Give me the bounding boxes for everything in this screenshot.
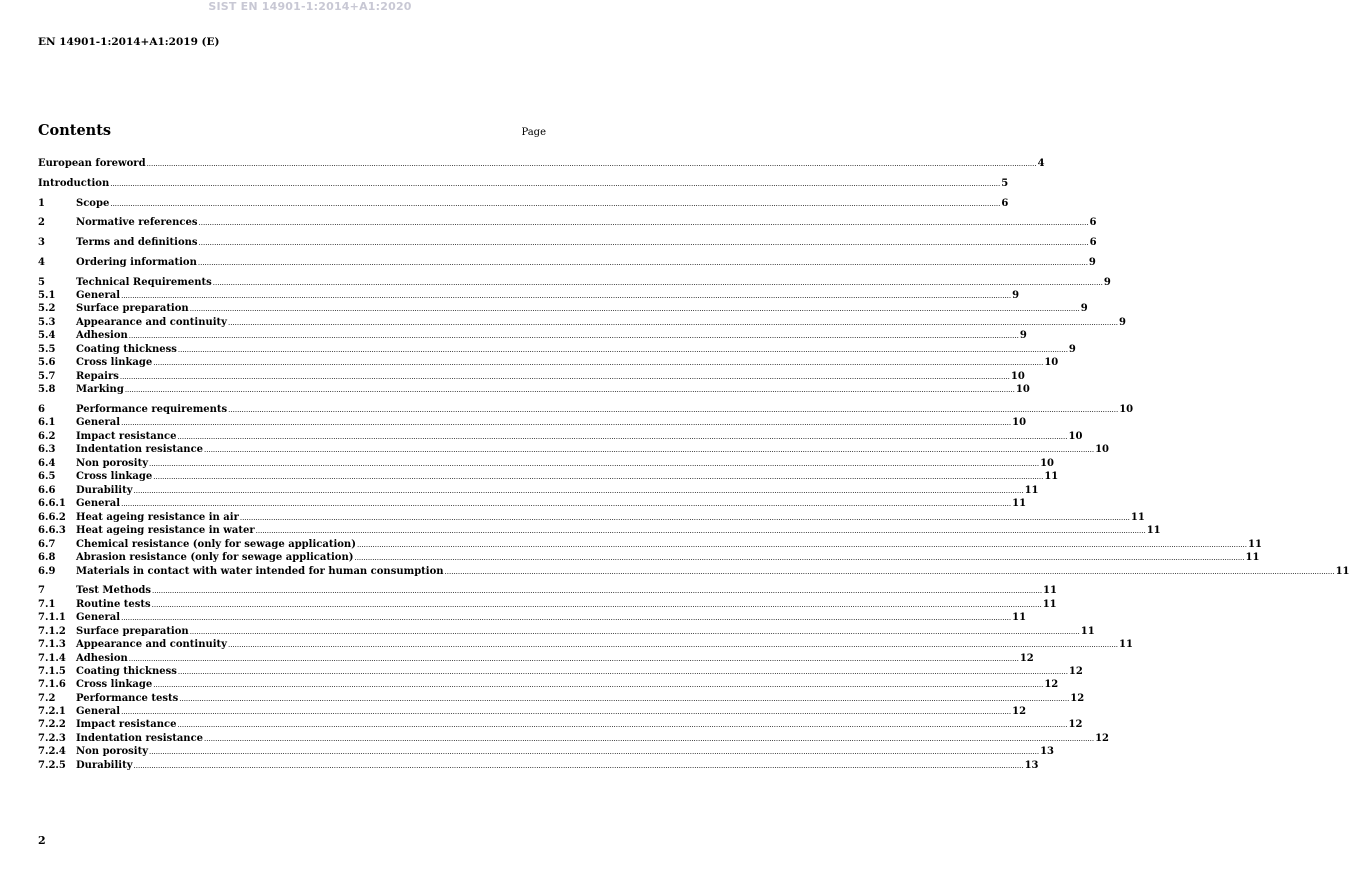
toc-entry[interactable] — [38, 524, 1161, 537]
toc-entry-page: 9 — [1103, 277, 1111, 288]
toc-entry[interactable] — [38, 302, 1088, 315]
toc-entry[interactable] — [38, 256, 1096, 269]
toc-entry-title: Appearance and continuity — [76, 317, 227, 328]
toc-entry-page: 11 — [1146, 525, 1161, 536]
toc-entry[interactable] — [38, 511, 1145, 524]
toc-entry-page: 10 — [1044, 357, 1059, 368]
toc-entry[interactable] — [38, 611, 1027, 624]
toc-leader-dots: ................................................................................................................................................................................................................................................................................................................................................................................................................ — [151, 601, 1042, 609]
toc-entry-page: 10 — [1015, 384, 1030, 395]
toc-entry-page: 9 — [1080, 303, 1088, 314]
toc-leader-dots: ................................................................................................................................................................................................................................................................................................................................................................................................................ — [121, 292, 1012, 300]
toc-entry[interactable] — [38, 598, 1057, 611]
watermark: SIST EN 14901-1:2014+A1:2020 — [208, 0, 412, 13]
toc-entry-page: 12 — [1019, 653, 1034, 664]
toc-entry-number: 6.6 — [38, 485, 56, 496]
toc-leader-dots: ................................................................................................................................................................................................................................................................................................................................................................................................................ — [177, 433, 1068, 441]
toc-leader-dots: ................................................................................................................................................................................................................................................................................................................................................................................................................ — [149, 748, 1040, 756]
toc-entry-number: 5.2 — [38, 303, 56, 314]
toc-leader-dots: ................................................................................................................................................................................................................................................................................................................................................................................................................ — [444, 568, 1335, 576]
toc-leader-dots: ................................................................................................................................................................................................................................................................................................................................................................................................................ — [119, 373, 1010, 381]
toc-entry-title: General — [76, 290, 121, 301]
toc-entry-number: 6.9 — [38, 566, 56, 577]
toc-entry-page: 12 — [1095, 733, 1109, 744]
toc-entry-page: 9 — [1088, 257, 1096, 268]
toc-entry-title: Ordering information — [76, 257, 197, 268]
toc-entry-number: 7.1.4 — [38, 653, 66, 664]
toc-entry[interactable] — [38, 157, 1045, 170]
toc-entry[interactable] — [38, 538, 1262, 551]
toc-entry-number: 6.1 — [38, 417, 56, 428]
toc-entry-number: 4 — [38, 257, 45, 268]
toc-entry-title: Normative references — [76, 217, 198, 228]
toc-entry-number: 5.4 — [38, 330, 56, 341]
toc-entry-page: 11 — [1024, 485, 1039, 496]
toc-leader-dots: ................................................................................................................................................................................................................................................................................................................................................................................................................ — [128, 332, 1019, 340]
toc-leader-dots: ................................................................................................................................................................................................................................................................................................................................................................................................................ — [204, 735, 1095, 743]
toc-entry-title: Surface preparation — [76, 626, 189, 637]
toc-entry-title: Performance tests — [76, 693, 179, 704]
page-number: 2 — [38, 834, 46, 847]
toc-entry-number: 7.1.3 — [38, 639, 66, 650]
toc-entry-page: 10 — [1095, 444, 1109, 455]
toc-entry-title: Adhesion — [76, 330, 128, 341]
toc-leader-dots: ................................................................................................................................................................................................................................................................................................................................................................................................................ — [128, 655, 1019, 663]
toc-entry-title: Materials in contact with water intended for human consumption — [76, 566, 444, 577]
toc-leader-dots: ................................................................................................................................................................................................................................................................................................................................................................................................................ — [228, 406, 1119, 414]
toc-leader-dots: ................................................................................................................................................................................................................................................................................................................................................................................................................ — [149, 460, 1040, 468]
toc-leader-dots: ................................................................................................................................................................................................................................................................................................................................................................................................................ — [239, 514, 1130, 522]
toc-leader-dots: ................................................................................................................................................................................................................................................................................................................................................................................................................ — [189, 628, 1080, 636]
toc-entry-number: 5.6 — [38, 357, 56, 368]
toc-entry-page: 9 — [1068, 344, 1076, 355]
toc-entry-number: 7.2.4 — [38, 746, 66, 757]
toc-entry[interactable] — [38, 718, 1083, 731]
toc-leader-dots: ................................................................................................................................................................................................................................................................................................................................................................................................................ — [198, 239, 1089, 247]
toc-leader-dots: ................................................................................................................................................................................................................................................................................................................................................................................................................ — [198, 219, 1089, 227]
contents-heading: Contents — [38, 122, 112, 139]
toc-entry-number: 5.8 — [38, 384, 56, 395]
toc-entry-page: 10 — [1119, 404, 1134, 415]
toc-entry-number: 7.2 — [38, 693, 56, 704]
toc-entry[interactable] — [38, 289, 1020, 302]
toc-entry-page: 11 — [1043, 585, 1057, 596]
toc-leader-dots: ................................................................................................................................................................................................................................................................................................................................................................................................................ — [121, 708, 1012, 716]
toc-entry-number: 5 — [38, 277, 45, 288]
toc-leader-dots: ................................................................................................................................................................................................................................................................................................................................................................................................................ — [177, 721, 1068, 729]
toc-entry-number: 7.1.6 — [38, 679, 66, 690]
toc-entry-title: Coating thickness — [76, 666, 177, 677]
toc-entry-number: 7.2.1 — [38, 706, 66, 717]
toc-entry-page: 12 — [1068, 666, 1083, 677]
toc-entry-title: Test Methods — [76, 585, 151, 596]
toc-entry[interactable] — [38, 177, 1009, 190]
toc-entry-title: Indentation resistance — [76, 444, 204, 455]
toc-entry-page: 10 — [1068, 431, 1083, 442]
toc-entry-page: 11 — [1042, 599, 1057, 610]
toc-entry-number: 7.1 — [38, 599, 56, 610]
toc-entry-number: 3 — [38, 237, 45, 248]
toc-entry[interactable] — [38, 343, 1076, 356]
toc-leader-dots: ................................................................................................................................................................................................................................................................................................................................................................................................................ — [121, 500, 1012, 508]
toc-entry-page: 11 — [1044, 471, 1059, 482]
toc-entry-number: 6.6.2 — [38, 512, 66, 523]
toc-leader-dots: ................................................................................................................................................................................................................................................................................................................................................................................................................ — [133, 762, 1024, 770]
toc-entry-page: 5 — [1001, 178, 1009, 189]
toc-entry-number: 7.2.2 — [38, 719, 66, 730]
toc-entry[interactable] — [38, 692, 1085, 705]
toc-entry[interactable] — [38, 565, 1350, 578]
toc-entry-page: 9 — [1019, 330, 1027, 341]
toc-entry-title: Chemical resistance (only for sewage application) — [76, 539, 356, 550]
toc-leader-dots: ................................................................................................................................................................................................................................................................................................................................................................................................................ — [146, 160, 1037, 168]
toc-entry-page: 6 — [1089, 237, 1097, 248]
toc-leader-dots: ................................................................................................................................................................................................................................................................................................................................................................................................................ — [110, 180, 1001, 188]
document-id: EN 14901-1:2014+A1:2019 (E) — [38, 36, 220, 48]
toc-leader-dots: ................................................................................................................................................................................................................................................................................................................................................................................................................ — [124, 386, 1015, 394]
toc-entry-number: 7.1.2 — [38, 626, 66, 637]
toc-entry-title: Non porosity — [76, 458, 149, 469]
toc-entry-number: 6.6.3 — [38, 525, 66, 536]
toc-entry[interactable] — [38, 678, 1059, 691]
toc-entry-number: 7.1.5 — [38, 666, 66, 677]
toc-entry-title: Impact resistance — [76, 431, 177, 442]
toc-entry[interactable] — [38, 484, 1039, 497]
toc-entry-title: Terms and definitions — [76, 237, 198, 248]
toc-entry-title: Appearance and continuity — [76, 639, 227, 650]
toc-leader-dots: ................................................................................................................................................................................................................................................................................................................................................................................................................ — [204, 446, 1095, 454]
toc-entry[interactable] — [38, 584, 1057, 597]
toc-entry-number: 5.7 — [38, 371, 56, 382]
toc-entry-page: 10 — [1040, 458, 1054, 469]
toc-leader-dots: ................................................................................................................................................................................................................................................................................................................................................................................................................ — [153, 681, 1044, 689]
toc-entry-number: 7.2.5 — [38, 760, 66, 771]
toc-entry-page: 12 — [1012, 706, 1027, 717]
toc-entry-page: 6 — [1089, 217, 1097, 228]
toc-entry[interactable] — [38, 430, 1083, 443]
toc-entry[interactable] — [38, 497, 1027, 510]
toc-leader-dots: ................................................................................................................................................................................................................................................................................................................................................................................................................ — [212, 279, 1103, 287]
toc-entry[interactable] — [38, 416, 1027, 429]
toc-entry-title: Heat ageing resistance in water — [76, 525, 255, 536]
toc-entry-title: Cross linkage — [76, 471, 153, 482]
toc-entry-number: 7.2.3 — [38, 733, 66, 744]
toc-entry-page: 9 — [1012, 290, 1020, 301]
toc-entry[interactable] — [38, 329, 1027, 342]
toc-leader-dots: ................................................................................................................................................................................................................................................................................................................................................................................................................ — [255, 527, 1146, 535]
toc-entry[interactable] — [38, 625, 1095, 638]
toc-entry-page: 11 — [1012, 498, 1027, 509]
toc-entry[interactable] — [38, 443, 1109, 456]
toc-entry-title: Adhesion — [76, 653, 128, 664]
toc-entry[interactable] — [38, 403, 1134, 416]
toc-entry-title: Impact resistance — [76, 719, 177, 730]
toc-entry-page: 10 — [1012, 417, 1027, 428]
toc-leader-dots: ................................................................................................................................................................................................................................................................................................................................................................................................................ — [110, 200, 1001, 208]
toc-entry-page: 11 — [1080, 626, 1095, 637]
toc-leader-dots: ................................................................................................................................................................................................................................................................................................................................................................................................................ — [177, 668, 1068, 676]
toc-entry-number: 6.2 — [38, 431, 56, 442]
toc-leader-dots: ................................................................................................................................................................................................................................................................................................................................................................................................................ — [153, 359, 1044, 367]
toc-entry[interactable] — [38, 705, 1027, 718]
toc-entry-title: Non porosity — [76, 746, 149, 757]
toc-entry-number: 6.6.1 — [38, 498, 66, 509]
toc-entry-page: 12 — [1044, 679, 1059, 690]
toc-entry[interactable] — [38, 652, 1034, 665]
toc-entry[interactable] — [38, 236, 1097, 249]
toc-entry[interactable] — [38, 638, 1133, 651]
toc-entry[interactable] — [38, 745, 1054, 758]
toc-entry-title: Abrasion resistance (only for sewage application) — [76, 552, 354, 563]
toc-entry-title: General — [76, 612, 121, 623]
toc-leader-dots: ................................................................................................................................................................................................................................................................................................................................................................................................................ — [179, 695, 1070, 703]
toc-entry-number: 6 — [38, 404, 45, 415]
toc-entry-page: 13 — [1040, 746, 1054, 757]
toc-entry-title: Repairs — [76, 371, 119, 382]
toc-leader-dots: ................................................................................................................................................................................................................................................................................................................................................................................................................ — [133, 487, 1024, 495]
toc-entry-page: 13 — [1024, 760, 1039, 771]
toc-entry-title: General — [76, 417, 121, 428]
toc-entry-number: 5.5 — [38, 344, 56, 355]
toc-entry-title: Introduction — [38, 178, 110, 189]
toc-entry-title: Durability — [76, 760, 133, 771]
toc-leader-dots: ................................................................................................................................................................................................................................................................................................................................................................................................................ — [197, 259, 1088, 267]
toc-leader-dots: ................................................................................................................................................................................................................................................................................................................................................................................................................ — [152, 587, 1043, 595]
toc-entry-page: 10 — [1010, 371, 1025, 382]
toc-leader-dots: ................................................................................................................................................................................................................................................................................................................................................................................................................ — [356, 541, 1247, 549]
toc-entry-title: Cross linkage — [76, 357, 153, 368]
toc-entry-title: General — [76, 706, 121, 717]
toc-entry-title: Indentation resistance — [76, 733, 204, 744]
toc-entry-title: Surface preparation — [76, 303, 189, 314]
toc-leader-dots: ................................................................................................................................................................................................................................................................................................................................................................................................................ — [121, 419, 1012, 427]
toc-entry-title: European foreword — [38, 158, 146, 169]
toc-entry-number: 2 — [38, 217, 45, 228]
toc-entry-title: Marking — [76, 384, 124, 395]
toc-leader-dots: ................................................................................................................................................................................................................................................................................................................................................................................................................ — [354, 554, 1245, 562]
toc-entry-page: 9 — [1119, 317, 1126, 328]
toc-entry-number: 7.1.1 — [38, 612, 66, 623]
toc-entry-number: 7 — [38, 585, 45, 596]
toc-entry-title: General — [76, 498, 121, 509]
toc-entry-number: 1 — [38, 198, 45, 209]
toc-entry-title: Scope — [76, 198, 110, 209]
toc-entry[interactable] — [38, 197, 1009, 210]
toc-entry-page: 11 — [1119, 639, 1133, 650]
toc-entry-number: 6.4 — [38, 458, 56, 469]
toc-entry-page: 11 — [1012, 612, 1027, 623]
toc-entry[interactable] — [38, 356, 1059, 369]
toc-leader-dots: ................................................................................................................................................................................................................................................................................................................................................................................................................ — [121, 614, 1012, 622]
toc-entry[interactable] — [38, 383, 1030, 396]
toc-entry-page: 12 — [1068, 719, 1083, 730]
toc-entry-page: 11 — [1130, 512, 1145, 523]
toc-entry[interactable] — [38, 470, 1059, 483]
toc-entry-title: Durability — [76, 485, 133, 496]
toc-entry-title: Coating thickness — [76, 344, 177, 355]
toc-entry[interactable] — [38, 276, 1111, 289]
toc-entry-title: Performance requirements — [76, 404, 228, 415]
toc-leader-dots: ................................................................................................................................................................................................................................................................................................................................................................................................................ — [227, 641, 1119, 649]
toc-entry-title: Cross linkage — [76, 679, 153, 690]
toc-entry-title: Technical Requirements — [76, 277, 212, 288]
toc-entry-title: Heat ageing resistance in air — [76, 512, 239, 523]
page-column-label: Page — [521, 127, 546, 138]
toc-entry-page: 6 — [1001, 198, 1009, 209]
toc-entry-number: 5.1 — [38, 290, 56, 301]
toc-entry-page: 11 — [1335, 566, 1350, 577]
toc-entry[interactable] — [38, 316, 1126, 329]
toc-leader-dots: ................................................................................................................................................................................................................................................................................................................................................................................................................ — [177, 346, 1068, 354]
toc-entry[interactable] — [38, 551, 1260, 564]
toc-leader-dots: ................................................................................................................................................................................................................................................................................................................................................................................................................ — [189, 305, 1080, 313]
toc-entry[interactable] — [38, 457, 1054, 470]
toc-entry-number: 6.5 — [38, 471, 56, 482]
toc-leader-dots: ................................................................................................................................................................................................................................................................................................................................................................................................................ — [153, 473, 1044, 481]
toc-entry-number: 5.3 — [38, 317, 56, 328]
toc-entry-page: 4 — [1037, 158, 1045, 169]
toc-entry-title: Routine tests — [76, 599, 151, 610]
toc-entry-page: 11 — [1245, 552, 1260, 563]
toc-entry-page: 12 — [1070, 693, 1085, 704]
toc-entry[interactable] — [38, 665, 1083, 678]
toc-entry-number: 6.7 — [38, 539, 56, 550]
toc-entry-number: 6.3 — [38, 444, 56, 455]
toc-entry[interactable] — [38, 370, 1025, 383]
toc-entry[interactable] — [38, 216, 1097, 229]
toc-entry-page: 11 — [1247, 539, 1262, 550]
toc-entry[interactable] — [38, 732, 1109, 745]
toc-entry[interactable] — [38, 759, 1039, 772]
toc-leader-dots: ................................................................................................................................................................................................................................................................................................................................................................................................................ — [227, 319, 1119, 327]
toc-entry-number: 6.8 — [38, 552, 56, 563]
